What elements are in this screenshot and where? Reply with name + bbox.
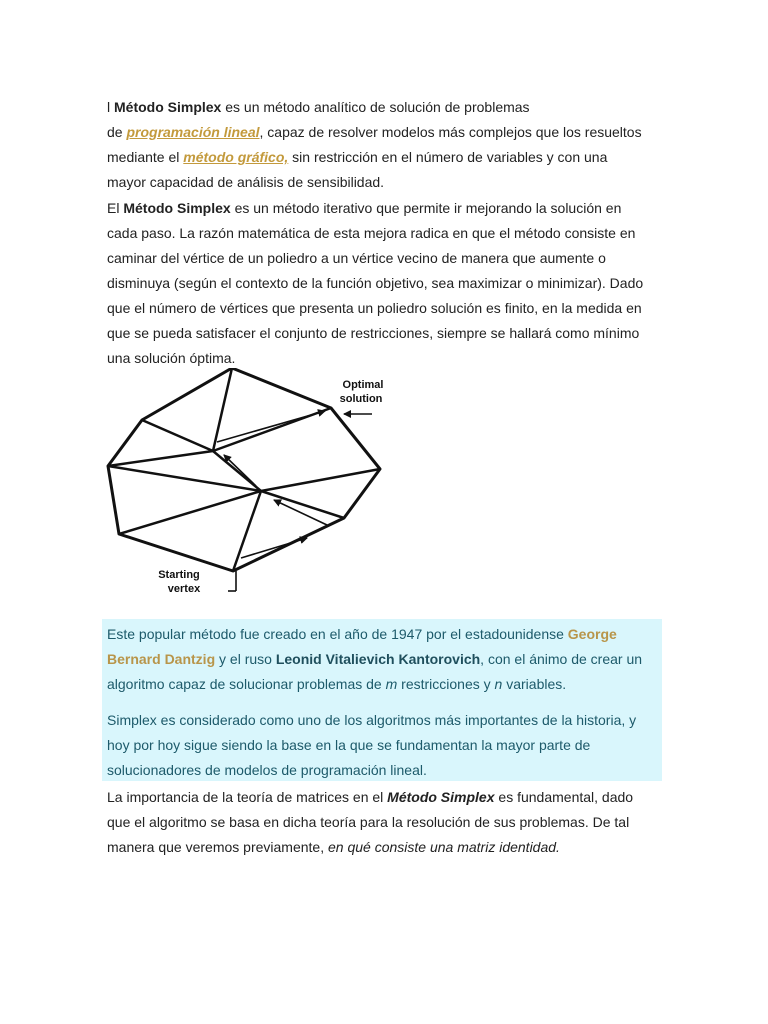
- history-highlight-box: [102, 619, 662, 781]
- iterative-paragraph: [107, 196, 667, 371]
- kantorovich-name: Leonid Vitalievich Kantorovich: [275, 651, 481, 667]
- history-line-3: algoritmo capaz de solucionar problemas de m restricciones y n variables.: [107, 676, 567, 692]
- iterative-line-3: caminar del vértice de un poliedro a un vértice vecino de manera que aumente o: [107, 250, 606, 266]
- optimal-label-line-2: solution: [339, 393, 383, 405]
- optimal-label-line-1: Optimal: [342, 379, 384, 391]
- arrow-to-optimal: [217, 411, 325, 442]
- history-line-2: Bernard Dantzig y el ruso Leonid Vitalievich Kantorovich, con el ánimo de crear un: [107, 651, 643, 667]
- history-paragraph-1: [107, 622, 667, 697]
- iterative-line-6: que se pueda satisfacer el conjunto de restricciones, siempre se hallará como mínimo: [107, 325, 640, 341]
- simplex-term: Método Simplex: [114, 99, 222, 115]
- intro-line-1: l Método Simplex es un método analítico de solución de problemas: [107, 99, 530, 115]
- history-line-6: solucionadores de modelos de programación lineal.: [107, 762, 427, 778]
- matrices-paragraph: [107, 785, 667, 860]
- history-paragraph-2: [107, 708, 667, 783]
- arrow-start-to-right: [241, 538, 307, 558]
- intro-paragraph: [107, 95, 667, 195]
- intro-line-3: mediante el método gráfico, sin restricción en el número de variables y con una: [107, 149, 608, 165]
- history-line-1: Este popular método fue creado en el año de 1947 por el estadounidense George: [107, 626, 617, 642]
- arrow-to-center: [224, 455, 256, 486]
- link-metodo-grafico[interactable]: método gráfico,: [183, 149, 289, 165]
- iterative-line-2: cada paso. La razón matemática de esta mejora radica en que el método consiste en: [107, 225, 636, 241]
- starting-label-line-2: vertex: [167, 583, 201, 595]
- dantzig-name: George: [567, 626, 617, 642]
- starting-label-line-1: Starting: [158, 569, 200, 581]
- intro-line-4: mayor capacidad de análisis de sensibilidad.: [107, 174, 385, 190]
- simplex-polyhedron-figure: [104, 368, 404, 600]
- iterative-line-1: El Método Simplex es un método iterativo que permite ir mejorando la solución en: [107, 200, 622, 216]
- intro-line-2: de programación lineal, capaz de resolver modelos más complejos que los resueltos: [107, 124, 642, 140]
- link-programacion-lineal[interactable]: programación lineal: [126, 124, 260, 140]
- history-line-5: hoy por hoy sigue siendo la base en la que se fundamentan la mayor parte de: [107, 737, 591, 753]
- iterative-line-7: una solución óptima.: [107, 350, 236, 366]
- simplex-term: Método Simplex: [123, 200, 231, 216]
- dantzig-name: Bernard Dantzig: [107, 651, 216, 667]
- matrices-line-2: que el algoritmo se basa en dicha teoría para la resolución de sus problemas. De tal: [107, 814, 630, 830]
- matrices-line-3: manera que veremos previamente, en qué consiste una matriz identidad.: [107, 839, 560, 855]
- matrices-line-1: La importancia de la teoría de matrices en el Método Simplex es fundamental, dado: [107, 789, 634, 805]
- history-line-4: Simplex es considerado como uno de los algoritmos más importantes de la historia, y: [107, 712, 637, 728]
- iterative-line-5: que el número de vértices que presenta un poliedro solución es finito, en la medida en: [107, 300, 642, 316]
- iterative-line-4: disminuya (según el contexto de la función objetivo, sea maximizar o minimizar). Dado: [107, 275, 644, 291]
- simplex-term: Método Simplex: [387, 789, 495, 805]
